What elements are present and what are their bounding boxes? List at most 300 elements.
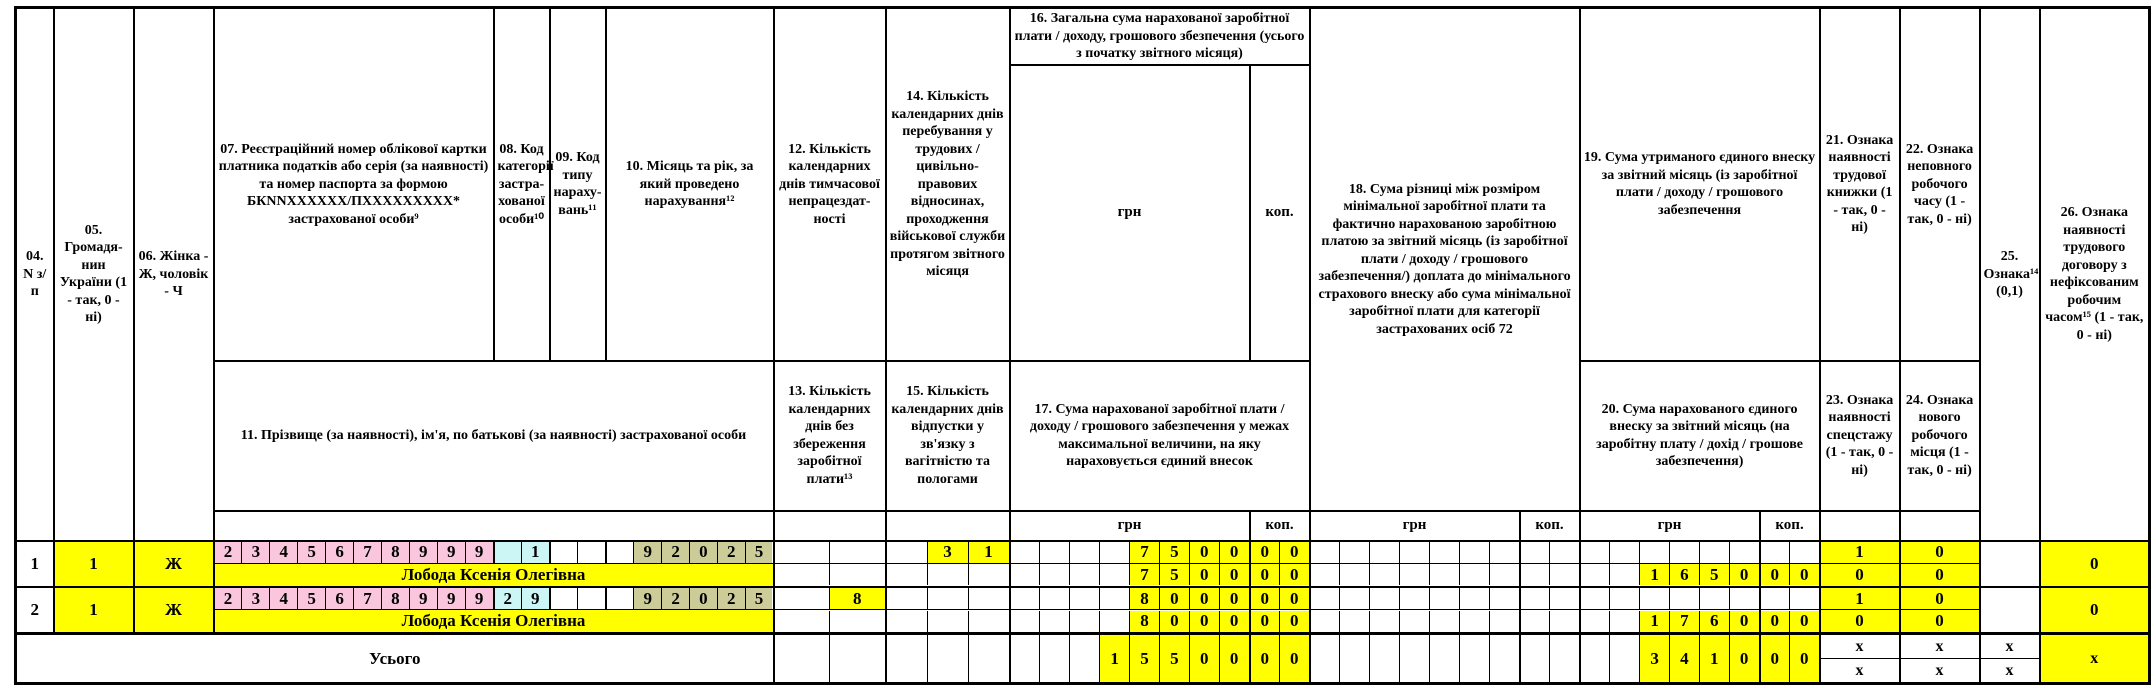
digit-box: [1549, 542, 1579, 563]
digit-box: 3: [927, 542, 968, 563]
col19-kop-boxes[interactable]: [1760, 541, 1820, 564]
accrual-type-boxes[interactable]: [550, 541, 606, 564]
col17-kop-label: коп.: [1250, 511, 1310, 541]
col05-header: 05. Громадя-нин України (1 - так, 0 - ні): [54, 8, 134, 541]
col16-header: 16. Загальна сума нарахованої заробітної плати / доходу, грошового збезпечення (усього з початку звітного місяця): [1010, 8, 1310, 65]
col19-grn-boxes[interactable]: [1580, 587, 1760, 610]
digit-box: [1761, 588, 1790, 609]
digit-box: [1581, 564, 1610, 585]
col25-value[interactable]: [1980, 587, 2040, 634]
digit-box: [1549, 564, 1579, 585]
col17-grn-boxes[interactable]: [1010, 563, 1250, 587]
digit-box: [1039, 564, 1069, 585]
digit-box: 1: [1699, 635, 1729, 682]
digit-box: [1099, 588, 1129, 609]
digit-box: [1761, 542, 1790, 563]
digit-box: [1549, 611, 1579, 632]
col17-kop-boxes[interactable]: [1250, 610, 1310, 634]
digit-box: 0: [1279, 542, 1309, 563]
digit-box: [1459, 564, 1489, 585]
digit-box: [551, 588, 578, 609]
totals-col18-kop-boxes: [1520, 634, 1580, 684]
digit-box: [1311, 588, 1340, 609]
col15-boxes[interactable]: [886, 563, 1010, 587]
digit-box: [775, 611, 830, 632]
digit-box: 0: [1251, 542, 1280, 563]
digit-box: 2: [661, 588, 689, 609]
digit-box: [1729, 588, 1759, 609]
digit-boxes: [1011, 611, 1249, 632]
col12-boxes[interactable]: [774, 541, 886, 564]
strip-under-col24: [1900, 511, 1980, 541]
col20-grn-boxes[interactable]: [1580, 563, 1760, 587]
digit-boxes: [1251, 542, 1309, 563]
digit-box: 8: [381, 542, 409, 563]
digit-box: [1369, 542, 1399, 563]
digit-box: 1: [1639, 564, 1669, 585]
col13-boxes[interactable]: [774, 610, 886, 634]
digit-box: [1099, 611, 1129, 632]
digit-box: 0: [1251, 611, 1280, 632]
digit-box: [1399, 542, 1429, 563]
col26-header: 26. Ознака наявності трудового договору з нефіксованим робочим часом¹⁵ (1 - так, 0 - ні): [2040, 8, 2150, 541]
digit-box: 5: [745, 542, 773, 563]
col15-header: 15. Кількість календарних днів відпустки у зв'язку з вагітністю та пологами: [886, 361, 1010, 511]
digit-box: 6: [325, 588, 353, 609]
strip-under-col13: [774, 511, 886, 541]
digit-box: [1011, 635, 1040, 682]
digit-box: [1099, 564, 1129, 585]
col26-value[interactable]: 0: [2040, 541, 2150, 588]
digit-box: [1639, 542, 1669, 563]
digit-boxes: [775, 588, 885, 609]
digit-box: [1549, 635, 1579, 682]
digit-box: [968, 588, 1009, 609]
month-year-boxes[interactable]: [606, 541, 774, 564]
col08-header: 08. Код категорії застра-хованої особи¹⁰: [494, 8, 550, 361]
digit-boxes: [775, 635, 885, 682]
digit-box: [1311, 611, 1340, 632]
col19-grn-boxes[interactable]: [1580, 541, 1760, 564]
col24-value[interactable]: 0: [1900, 610, 1980, 634]
col21-value[interactable]: 1: [1820, 541, 1900, 564]
digit-boxes: [1251, 611, 1309, 632]
digit-box: 0: [1761, 611, 1790, 632]
col14-boxes[interactable]: [886, 541, 1010, 564]
digit-box: 3: [1639, 635, 1669, 682]
digit-box: [1521, 635, 1550, 682]
digit-box: [1069, 588, 1099, 609]
digit-box: [1489, 611, 1519, 632]
digit-box: 0: [1761, 564, 1790, 585]
digit-box: 4: [269, 588, 297, 609]
col23-value[interactable]: 0: [1820, 563, 1900, 587]
digit-box: [607, 588, 634, 609]
col21-header: 21. Ознака наявності трудової книжки (1 - так, 0 - ні): [1820, 8, 1900, 361]
col18-kop-label: коп.: [1520, 511, 1580, 541]
col23-value[interactable]: 0: [1820, 610, 1900, 634]
category-code-boxes[interactable]: [494, 541, 550, 564]
digit-boxes: [215, 542, 493, 563]
digit-box: 5: [1159, 635, 1189, 682]
reg-number-boxes[interactable]: [214, 541, 494, 564]
digit-box: [1369, 564, 1399, 585]
col19-kop-boxes[interactable]: [1760, 587, 1820, 610]
digit-boxes: [887, 564, 1009, 585]
col20-grn-boxes[interactable]: [1580, 610, 1760, 634]
digit-box: 0: [1189, 588, 1219, 609]
col13-boxes[interactable]: [774, 563, 886, 587]
digit-box: [1399, 611, 1429, 632]
digit-box: [1311, 542, 1340, 563]
digit-box: [927, 635, 968, 682]
digit-box: 8: [1129, 588, 1159, 609]
digit-box: 9: [633, 542, 661, 563]
digit-boxes: [1581, 542, 1759, 563]
strip-under-col15: [886, 511, 1010, 541]
digit-box: 5: [297, 588, 325, 609]
digit-box: [887, 635, 927, 682]
col20-kop-boxes[interactable]: [1760, 610, 1820, 634]
digit-box: [1699, 542, 1729, 563]
digit-box: 6: [1669, 564, 1699, 585]
digit-box: [1459, 542, 1489, 563]
digit-box: [1699, 588, 1729, 609]
digit-boxes: [1581, 635, 1759, 682]
totals-col22-x: х: [1900, 634, 1980, 659]
reg-number-boxes[interactable]: [214, 587, 494, 610]
digit-box: [551, 542, 578, 563]
citizen-flag[interactable]: 1: [54, 587, 134, 634]
digit-boxes: [1011, 564, 1249, 585]
digit-boxes: [215, 588, 493, 609]
digit-box: 9: [465, 542, 493, 563]
digit-box: 9: [409, 588, 437, 609]
person-name[interactable]: Лобода Ксенія Олегівна: [214, 610, 774, 634]
col20-kop-boxes[interactable]: [1760, 563, 1820, 587]
totals-col20-grn-boxes: [1580, 634, 1760, 684]
digit-box: [1521, 542, 1550, 563]
digit-box: 1: [521, 542, 549, 563]
digit-box: [968, 611, 1009, 632]
digit-box: 2: [215, 588, 242, 609]
digit-boxes: [1251, 635, 1309, 682]
digit-box: [1339, 635, 1369, 682]
person-row-1-line-1: [16, 541, 2150, 564]
digit-box: 3: [241, 542, 269, 563]
row-number[interactable]: 1: [16, 541, 54, 588]
person-row-2-line-1: [16, 587, 2150, 610]
col23-header: 23. Ознака наявності спецстажу (1 - так, 0 - ні): [1820, 361, 1900, 511]
digit-boxes: [1761, 635, 1819, 682]
digit-box: [1339, 564, 1369, 585]
digit-box: [1581, 611, 1610, 632]
digit-box: [577, 588, 605, 609]
digit-box: [1039, 588, 1069, 609]
col11-header: 11. Прізвище (за наявності), ім'я, по батькові (за наявності) застрахованої особи: [214, 361, 774, 511]
col18-kop-boxes[interactable]: [1520, 541, 1580, 564]
col12-boxes[interactable]: [774, 587, 886, 610]
digit-boxes: [1311, 588, 1519, 609]
person-name[interactable]: Лобода Ксенія Олегівна: [214, 563, 774, 587]
col21-value[interactable]: 1: [1820, 587, 1900, 610]
category-code-boxes[interactable]: [494, 587, 550, 610]
digit-boxes: [775, 611, 885, 632]
digit-box: [1069, 611, 1099, 632]
digit-box: [1069, 564, 1099, 585]
digit-box: 9: [437, 542, 465, 563]
col22-header: 22. Ознака неповного робочого часу (1 - так, 0 - ні): [1900, 8, 1980, 361]
digit-box: [1459, 635, 1489, 682]
digit-box: [927, 564, 968, 585]
digit-box: 2: [717, 542, 745, 563]
col16-kop-label: коп.: [1250, 65, 1310, 361]
totals-col16-grn-boxes: [1010, 634, 1250, 684]
digit-box: 0: [1279, 635, 1309, 682]
digit-boxes: [1011, 542, 1249, 563]
digit-box: [1429, 564, 1459, 585]
digit-box: 9: [437, 588, 465, 609]
digit-box: 0: [1789, 564, 1819, 585]
digit-box: [1521, 611, 1550, 632]
digit-boxes: [887, 635, 1009, 682]
digit-boxes: [1521, 611, 1579, 632]
totals-col24-x: х: [1900, 659, 1980, 684]
digit-box: [1429, 542, 1459, 563]
col17-kop-boxes[interactable]: [1250, 563, 1310, 587]
digit-box: [1311, 564, 1340, 585]
digit-box: 0: [1189, 542, 1219, 563]
col18-grn-boxes[interactable]: [1310, 587, 1520, 610]
digit-boxes: [607, 542, 773, 563]
digit-box: 7: [1129, 564, 1159, 585]
digit-boxes: [887, 588, 1009, 609]
digit-boxes: [495, 542, 549, 563]
col16-grn-boxes[interactable]: [1010, 541, 1250, 564]
col24-value[interactable]: 0: [1900, 563, 1980, 587]
row-number[interactable]: 2: [16, 587, 54, 634]
digit-box: 0: [1279, 564, 1309, 585]
digit-box: [968, 635, 1009, 682]
col16-grn-label: грн: [1010, 65, 1250, 361]
digit-boxes: [551, 542, 605, 563]
digit-boxes: [1521, 588, 1579, 609]
digit-box: [775, 564, 830, 585]
citizen-flag[interactable]: 1: [54, 541, 134, 588]
digit-box: 9: [633, 588, 661, 609]
digit-box: [1011, 611, 1040, 632]
digit-box: [1609, 588, 1639, 609]
totals-label: Усього: [16, 634, 774, 684]
digit-box: [887, 542, 927, 563]
report-table: [14, 6, 2151, 685]
col12-header: 12. Кількість календарних днів тимчасової непрацездат-ності: [774, 8, 886, 361]
digit-box: [829, 564, 885, 585]
digit-box: [1581, 588, 1610, 609]
digit-box: 0: [1251, 564, 1280, 585]
person-row-2-line-2: [16, 610, 2150, 634]
digit-box: [829, 542, 885, 563]
strip-under-col11: [214, 511, 774, 541]
digit-boxes: [1521, 564, 1579, 585]
digit-box: [1011, 564, 1040, 585]
col16-kop-boxes[interactable]: [1250, 541, 1310, 564]
digit-box: 5: [1129, 635, 1159, 682]
totals-col25-x: х: [1980, 659, 2040, 684]
col18-kop-boxes[interactable]: [1520, 587, 1580, 610]
col18-grn-boxes[interactable]: [1310, 541, 1520, 564]
digit-boxes: [775, 564, 885, 585]
digit-boxes: [1761, 588, 1819, 609]
totals-col14-15-boxes: [886, 634, 1010, 684]
person-row-1-line-2: [16, 563, 2150, 587]
digit-box: [887, 564, 927, 585]
digit-box: [1339, 588, 1369, 609]
gender-flag[interactable]: Ж: [134, 541, 214, 588]
digit-box: 7: [1129, 542, 1159, 563]
digit-box: [1039, 635, 1069, 682]
digit-box: [775, 635, 830, 682]
digit-boxes: [1521, 542, 1579, 563]
digit-box: 1: [968, 542, 1009, 563]
digit-box: [1459, 611, 1489, 632]
digit-box: 0: [1789, 611, 1819, 632]
digit-box: 6: [1699, 611, 1729, 632]
digit-box: [1399, 635, 1429, 682]
digit-box: 5: [1159, 564, 1189, 585]
digit-box: [1039, 542, 1069, 563]
digit-box: 0: [1789, 635, 1819, 682]
digit-box: 0: [1189, 635, 1219, 682]
col16-kop-boxes[interactable]: [1250, 587, 1310, 610]
accrual-type-boxes[interactable]: [550, 587, 606, 610]
digit-boxes: [1311, 564, 1519, 585]
digit-box: [577, 542, 605, 563]
col14-header: 14. Кількість календарних днів перебування у трудових / цивільно-правових відносинах, проходження військової служби протягом звітного місяця: [886, 8, 1010, 361]
digit-box: 5: [297, 542, 325, 563]
digit-boxes: [1011, 635, 1249, 682]
digit-box: [1429, 611, 1459, 632]
digit-boxes: [1581, 611, 1759, 632]
digit-box: [1581, 542, 1610, 563]
digit-box: [829, 611, 885, 632]
col22-value[interactable]: 0: [1900, 541, 1980, 564]
digit-box: [1489, 635, 1519, 682]
digit-box: 6: [325, 542, 353, 563]
digit-box: 0: [1159, 611, 1189, 632]
col13-header: 13. Кількість календарних днів без збереження заробітної плати¹³: [774, 361, 886, 511]
digit-boxes: [551, 588, 605, 609]
digit-box: [1369, 611, 1399, 632]
digit-box: 5: [1699, 564, 1729, 585]
digit-box: [887, 588, 927, 609]
totals-col12-13-boxes: [774, 634, 886, 684]
totals-col23-x: х: [1820, 659, 1900, 684]
col24-header: 24. Ознака нового робочого місця (1 - так, 0 - ні): [1900, 361, 1980, 511]
col25-value[interactable]: [1980, 541, 2040, 588]
col18-kop-boxes[interactable]: [1520, 610, 1580, 634]
month-year-boxes[interactable]: [606, 587, 774, 610]
digit-box: [1609, 542, 1639, 563]
digit-box: 0: [1251, 635, 1280, 682]
digit-box: [1789, 588, 1819, 609]
header-row-top: [16, 8, 2150, 65]
digit-box: [927, 611, 968, 632]
digit-box: [1011, 542, 1040, 563]
col18-grn-boxes[interactable]: [1310, 610, 1520, 634]
digit-box: 2: [215, 542, 242, 563]
digit-box: 0: [1729, 611, 1759, 632]
digit-box: [968, 564, 1009, 585]
digit-box: 9: [465, 588, 493, 609]
totals-row-line-1: [16, 634, 2150, 659]
col22-value[interactable]: 0: [1900, 587, 1980, 610]
digit-box: [1549, 588, 1579, 609]
totals-col16-kop-boxes: [1250, 634, 1310, 684]
digit-box: [1639, 588, 1669, 609]
digit-box: [607, 542, 634, 563]
digit-box: 0: [1219, 542, 1249, 563]
col07-header: 07. Реєстраційний номер облікової картки платника податків або серія (за наявності) та номер паспорта за формою БКNNХХХХХХ/ПХХХХХХХХХ* застрахованої особи⁹: [214, 8, 494, 361]
digit-box: 0: [1729, 635, 1759, 682]
digit-box: 0: [1219, 611, 1249, 632]
digit-box: 0: [1219, 564, 1249, 585]
digit-box: [1669, 542, 1699, 563]
digit-box: 0: [1189, 564, 1219, 585]
digit-box: 2: [661, 542, 689, 563]
col20-grn-label: грн: [1580, 511, 1760, 541]
digit-box: 0: [1251, 588, 1280, 609]
digit-box: [1609, 635, 1639, 682]
digit-box: [1099, 542, 1129, 563]
digit-boxes: [1311, 611, 1519, 632]
digit-box: [1069, 635, 1099, 682]
col16-grn-boxes[interactable]: [1010, 587, 1250, 610]
col17-grn-label: грн: [1010, 511, 1250, 541]
col26-value[interactable]: 0: [2040, 587, 2150, 634]
digit-box: [1339, 611, 1369, 632]
digit-boxes: [887, 611, 1009, 632]
col18-grn-boxes[interactable]: [1310, 563, 1520, 587]
digit-box: 8: [829, 588, 885, 609]
digit-box: 5: [745, 588, 773, 609]
digit-boxes: [1761, 611, 1819, 632]
digit-boxes: [1581, 564, 1759, 585]
digit-box: [1399, 588, 1429, 609]
col15-boxes[interactable]: [886, 610, 1010, 634]
digit-box: 7: [353, 588, 381, 609]
digit-box: [1729, 542, 1759, 563]
digit-box: [1489, 564, 1519, 585]
digit-box: [1339, 542, 1369, 563]
digit-box: [829, 635, 885, 682]
col17-header: 17. Сума нарахованої заробітної плати / доходу / грошового забезпечення у межах максимальної величини, на яку нараховується єдиний внесок: [1010, 361, 1310, 511]
digit-box: 5: [1159, 542, 1189, 563]
digit-box: [1489, 588, 1519, 609]
digit-box: 4: [1669, 635, 1699, 682]
col14-boxes[interactable]: [886, 587, 1010, 610]
gender-flag[interactable]: Ж: [134, 587, 214, 634]
header-row-second: [16, 361, 2150, 511]
digit-box: [1369, 588, 1399, 609]
digit-boxes: [607, 588, 773, 609]
totals-col25-x: х: [1980, 634, 2040, 659]
col18-kop-boxes[interactable]: [1520, 563, 1580, 587]
digit-box: [1399, 564, 1429, 585]
totals-col21-x: х: [1820, 634, 1900, 659]
digit-box: [1429, 588, 1459, 609]
col17-grn-boxes[interactable]: [1010, 610, 1250, 634]
